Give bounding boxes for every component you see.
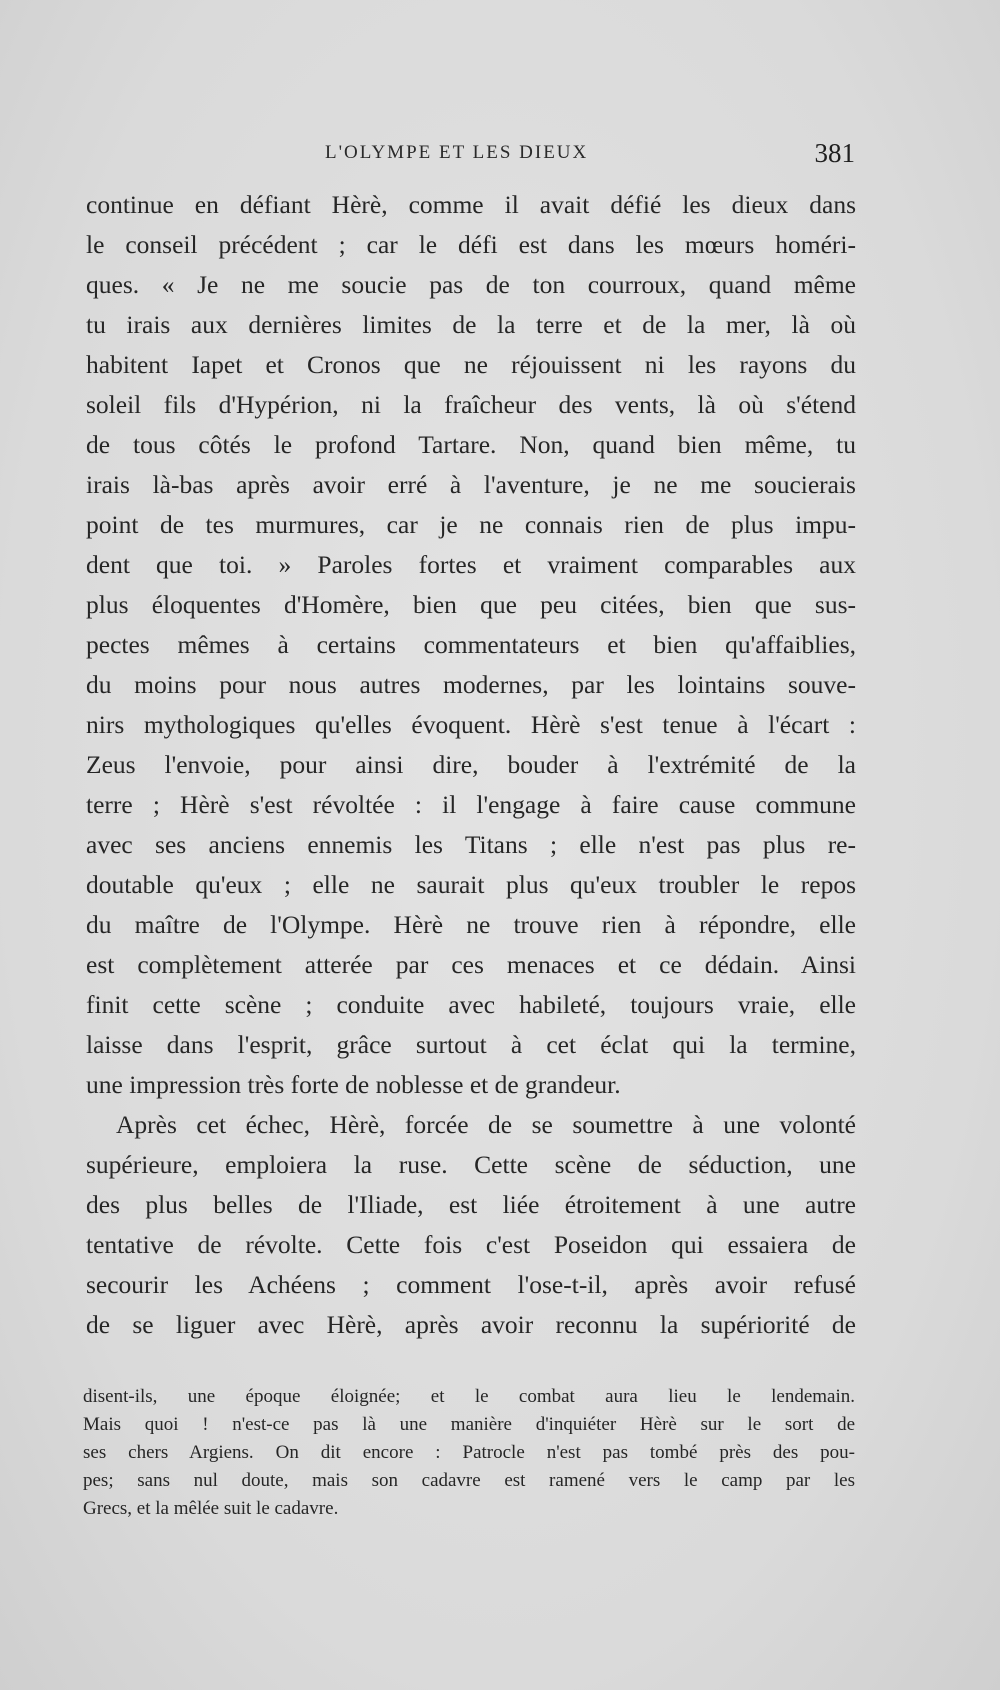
text-line: irais là-bas après avoir erré à l'aventure, je ne me soucierais — [86, 470, 856, 499]
page-header — [90, 138, 855, 182]
text-line: continue en défiant Hèrè, comme il avait défié les dieux dans — [86, 190, 856, 219]
text-line: du maître de l'Olympe. Hèrè ne trouve rien à répondre, elle — [86, 910, 856, 939]
text-line: est complètement atterée par ces menaces et ce dédain. Ainsi — [86, 950, 856, 979]
text-line: tu irais aux dernières limites de la terre et de la mer, là où — [86, 310, 856, 339]
text-line: soleil fils d'Hypérion, ni la fraîcheur des vents, là où s'étend — [86, 390, 856, 419]
body-text — [86, 185, 856, 1345]
text-line: Après cet échec, Hèrè, forcée de se soumettre à une volonté — [116, 1110, 856, 1139]
text-line: supérieure, emploiera la ruse. Cette scène de séduction, une — [86, 1150, 856, 1179]
footnote-line: disent-ils, une époque éloignée; et le combat aura lieu le lendemain. — [83, 1386, 855, 1407]
text-line: du moins pour nous autres modernes, par les lointains souve- — [86, 670, 856, 699]
text-line: doutable qu'eux ; elle ne saurait plus qu'eux troubler le repos — [86, 870, 856, 899]
text-line: habitent Iapet et Cronos que ne réjouissent ni les rayons du — [86, 350, 856, 379]
text-line: tentative de révolte. Cette fois c'est Poseidon qui essaiera de — [86, 1230, 856, 1259]
text-line: terre ; Hèrè s'est révoltée : il l'engage à faire cause commune — [86, 790, 856, 819]
text-line: plus éloquentes d'Homère, bien que peu citées, bien que sus- — [86, 590, 856, 619]
text-line: des plus belles de l'Iliade, est liée étroitement à une autre — [86, 1190, 856, 1219]
running-head: L'OLYMPE ET LES DIEUX — [325, 142, 589, 163]
text-line: laisse dans l'esprit, grâce surtout à cet éclat qui la termine, — [86, 1030, 856, 1059]
text-line: secourir les Achéens ; comment l'ose-t-il, après avoir refusé — [86, 1270, 856, 1299]
text-line: ques. « Je ne me soucie pas de ton courroux, quand même — [86, 270, 856, 299]
text-line: de tous côtés le profond Tartare. Non, quand bien même, tu — [86, 430, 856, 459]
text-line: Zeus l'envoie, pour ainsi dire, bouder à l'extrémité de la — [86, 750, 856, 779]
text-line: point de tes murmures, car je ne connais rien de plus impu- — [86, 510, 856, 539]
text-line: une impression très forte de noblesse et de grandeur. — [86, 1070, 621, 1099]
page-number: 381 — [814, 138, 855, 168]
text-line: dent que toi. » Paroles fortes et vraiment comparables aux — [86, 550, 856, 579]
footnote-line: Mais quoi ! n'est-ce pas là une manière d'inquiéter Hèrè sur le sort de — [83, 1414, 855, 1435]
text-line: avec ses anciens ennemis les Titans ; elle n'est pas plus re- — [86, 830, 856, 859]
text-line: finit cette scène ; conduite avec habileté, toujours vraie, elle — [86, 990, 856, 1019]
footnote-line: ses chers Argiens. On dit encore : Patrocle n'est pas tombé près des pou- — [83, 1442, 855, 1463]
footnotes — [83, 1383, 855, 1523]
footnote-line: pes; sans nul doute, mais son cadavre est ramené vers le camp par les — [83, 1470, 855, 1491]
text-line: nirs mythologiques qu'elles évoquent. Hèrè s'est tenue à l'écart : — [86, 710, 856, 739]
footnote-line: Grecs, et la mêlée suit le cadavre. — [83, 1498, 339, 1519]
text-line: le conseil précédent ; car le défi est dans les mœurs homéri- — [86, 230, 856, 259]
text-line: pectes mêmes à certains commentateurs et bien qu'affaiblies, — [86, 630, 856, 659]
text-line: de se liguer avec Hèrè, après avoir reconnu la supériorité de — [86, 1310, 856, 1339]
